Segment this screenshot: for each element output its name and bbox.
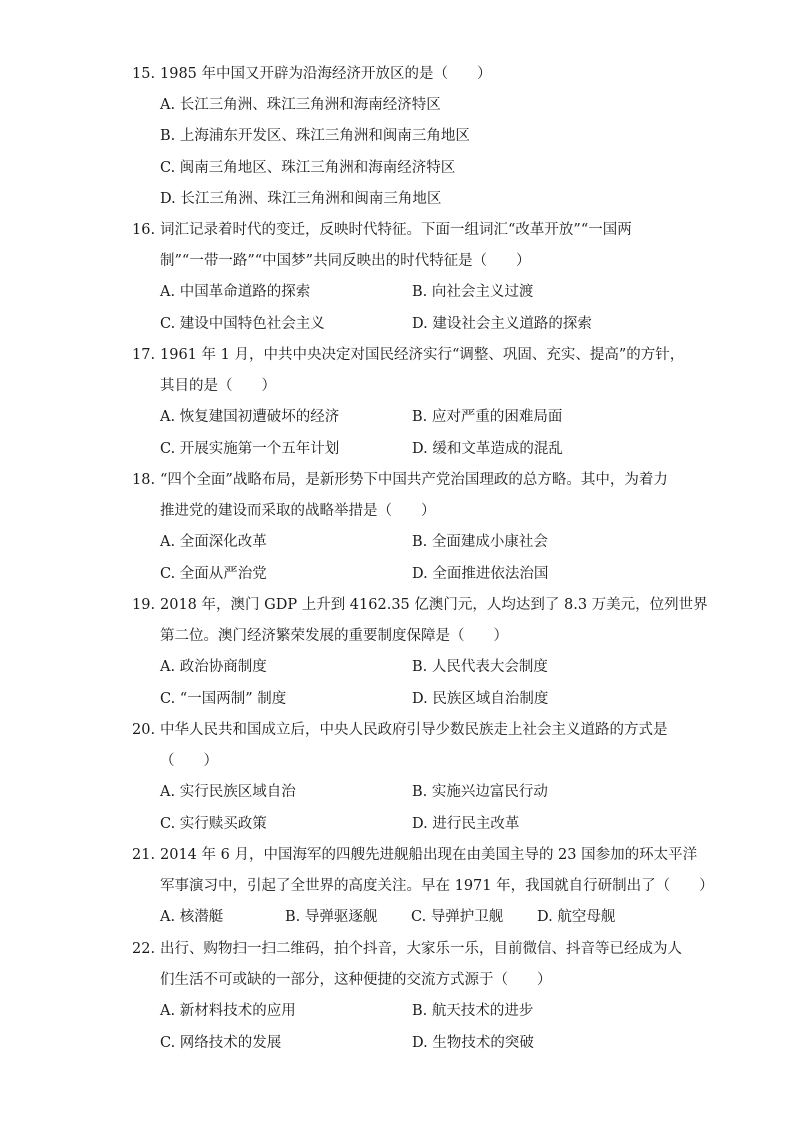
option-c[interactable]: C. 开展实施第一个五年计划 <box>160 440 340 457</box>
question-stem-line-2: 第二位。澳门经济繁荣发展的重要制度保障是（ ） <box>160 628 508 645</box>
option-c[interactable]: C. 全面从严治党 <box>160 565 267 582</box>
question-stem-line-2: 们生活不可或缺的一部分，这种便捷的交流方式源于（ ） <box>160 972 552 989</box>
option-b[interactable]: B. 人民代表大会制度 <box>412 659 548 676</box>
question-22 <box>132 934 682 1059</box>
option-a[interactable]: A. 恢复建国初遭破坏的经济 <box>160 409 340 426</box>
question-stem: 1985 年中国又开辟为沿海经济开放区的是（ ） <box>160 66 492 82</box>
option-b[interactable]: B. 上海浦东开发区、珠江三角洲和闽南三角地区 <box>160 128 470 145</box>
question-number: 17. <box>132 347 156 363</box>
question-stem-line-1: 出行、购物扫一扫二维码，拍个抖音，大家乐一乐，目前微信、抖音等已经成为人 <box>160 941 682 957</box>
question-number: 22. <box>132 941 156 957</box>
question-21 <box>132 840 714 934</box>
option-d[interactable]: D. 长江三角洲、珠江三角洲和闽南三角地区 <box>160 190 442 207</box>
question-stem-line-2: （ ） <box>160 753 218 770</box>
question-stem-line-2: 推进党的建设而采取的战略举措是（ ） <box>160 503 436 520</box>
question-17 <box>132 340 685 465</box>
question-15 <box>132 59 672 215</box>
option-c[interactable]: C. 导弹护卫舰 <box>411 909 504 926</box>
question-number: 20. <box>132 722 156 738</box>
question-18 <box>132 465 672 590</box>
option-b[interactable]: B. 实施兴边富民行动 <box>412 784 548 801</box>
question-20 <box>132 715 672 840</box>
question-stem-line-1: 2014 年 6 月，中国海军的四艘先进舰船出现在由美国主导的 23 国参加的环太平洋 <box>160 847 698 863</box>
option-b[interactable]: B. 导弹驱逐舰 <box>285 909 378 926</box>
option-d[interactable]: D. 缓和文革造成的混乱 <box>412 440 563 457</box>
question-number: 16. <box>132 222 156 238</box>
option-b[interactable]: B. 向社会主义过渡 <box>412 284 534 301</box>
option-a[interactable]: A. 新材料技术的应用 <box>160 1003 296 1020</box>
option-a[interactable]: A. 政治协商制度 <box>160 659 267 676</box>
option-d[interactable]: D. 建设社会主义道路的探索 <box>412 315 592 332</box>
question-stem-line-1: “四个全面”战略布局，是新形势下中国共产党治国理政的总方略。其中，为着力 <box>160 472 668 488</box>
question-number: 18. <box>132 472 156 488</box>
option-d[interactable]: D. 民族区域自治制度 <box>412 690 549 707</box>
option-c[interactable]: C. 建设中国特色社会主义 <box>160 315 325 332</box>
option-c[interactable]: C. 实行赎买政策 <box>160 815 267 832</box>
question-16 <box>132 215 672 340</box>
option-b[interactable]: B. 全面建成小康社会 <box>412 534 548 551</box>
option-a[interactable]: A. 长江三角洲、珠江三角洲和海南经济特区 <box>160 97 441 114</box>
option-d[interactable]: D. 全面推进依法治国 <box>412 565 549 582</box>
question-stem-line-2: 制”“一带一路”“中国梦”共同反映出的时代特征是（ ） <box>160 253 531 270</box>
question-number: 21. <box>132 847 156 863</box>
question-stem-line-2: 军事演习中，引起了全世界的高度关注。早在 1971 年，我国就自行研制出了（ ） <box>160 878 714 895</box>
option-a[interactable]: A. 实行民族区域自治 <box>160 784 296 801</box>
option-b[interactable]: B. 应对严重的困难局面 <box>412 409 563 426</box>
option-d[interactable]: D. 航空母舰 <box>537 909 616 926</box>
option-d[interactable]: D. 生物技术的突破 <box>412 1034 534 1051</box>
option-c[interactable]: C. “一国两制” 制度 <box>160 690 287 707</box>
question-stem-line-1: 中华人民共和国成立后，中央人民政府引导少数民族走上社会主义道路的方式是 <box>160 722 668 738</box>
question-number: 15. <box>132 66 156 82</box>
option-d[interactable]: D. 进行民主改革 <box>412 815 520 832</box>
question-stem-line-1: 词汇记录着时代的变迁，反映时代特征。下面一组词汇“改革开放”“一国两 <box>160 222 632 238</box>
option-a[interactable]: A. 核潜艇 <box>160 909 224 926</box>
question-stem-line-1: 1961 年 1 月，中共中央决定对国民经济实行“调整、巩固、充实、提高”的方针， <box>160 347 685 363</box>
question-19 <box>132 590 708 715</box>
question-stem-line-1: 2018 年，澳门 GDP 上升到 4162.35 亿澳门元，人均达到了 8.3 万美元，位列世界 <box>160 597 708 613</box>
option-a[interactable]: A. 中国革命道路的探索 <box>160 284 311 301</box>
option-b[interactable]: B. 航天技术的进步 <box>412 1003 534 1020</box>
option-c[interactable]: C. 闽南三角地区、珠江三角洲和海南经济特区 <box>160 159 456 176</box>
question-stem-line-2: 其目的是（ ） <box>160 378 276 395</box>
option-a[interactable]: A. 全面深化改革 <box>160 534 267 551</box>
question-number: 19. <box>132 597 156 613</box>
option-c[interactable]: C. 网络技术的发展 <box>160 1034 282 1051</box>
